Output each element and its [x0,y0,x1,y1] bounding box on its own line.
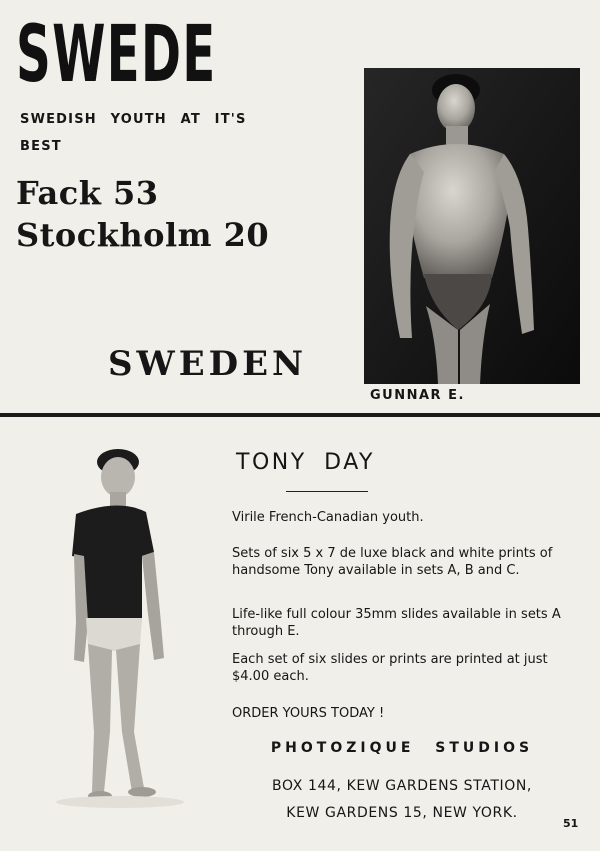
studio-address-line-1: BOX 144, KEW GARDENS STATION, [272,778,532,794]
price-paragraph: Each set of six slides or prints are printed at just $4.00 each. [232,652,548,684]
address-line-1: Fack 53 [16,174,159,212]
model-figure-image [14,432,206,832]
studio-address-line-2: KEW GARDENS 15, NEW YORK. [286,805,518,821]
model-photo [364,68,580,384]
section-divider [0,413,600,417]
name-underline [286,491,368,492]
prints-paragraph: Sets of six 5 x 7 de luxe black and white prints of handsome Tony available in sets A, B and C. [232,546,553,578]
model-figure-image [364,68,580,384]
address-line-2: Stockholm 20 [16,216,270,254]
studio-name: PHOTOZIQUE STUDIOS [270,740,534,756]
country-label: SWEDEN [108,344,308,384]
order-call-to-action: ORDER YOURS TODAY ! [232,706,385,721]
photo-caption: GUNNAR E. [370,388,465,403]
ad-tagline: SWEDISH YOUTH AT IT'S BEST [20,112,247,154]
description-paragraph: Virile French-Canadian youth. [232,510,424,525]
model-photo [14,432,206,832]
model-name: TONY DAY [236,450,375,475]
postal-address [16,172,269,256]
slides-paragraph: Life-like full colour 35mm slides available in sets A through E. [232,607,561,639]
ad-title: SWEDE [16,10,217,100]
page-number: 51 [563,817,579,830]
